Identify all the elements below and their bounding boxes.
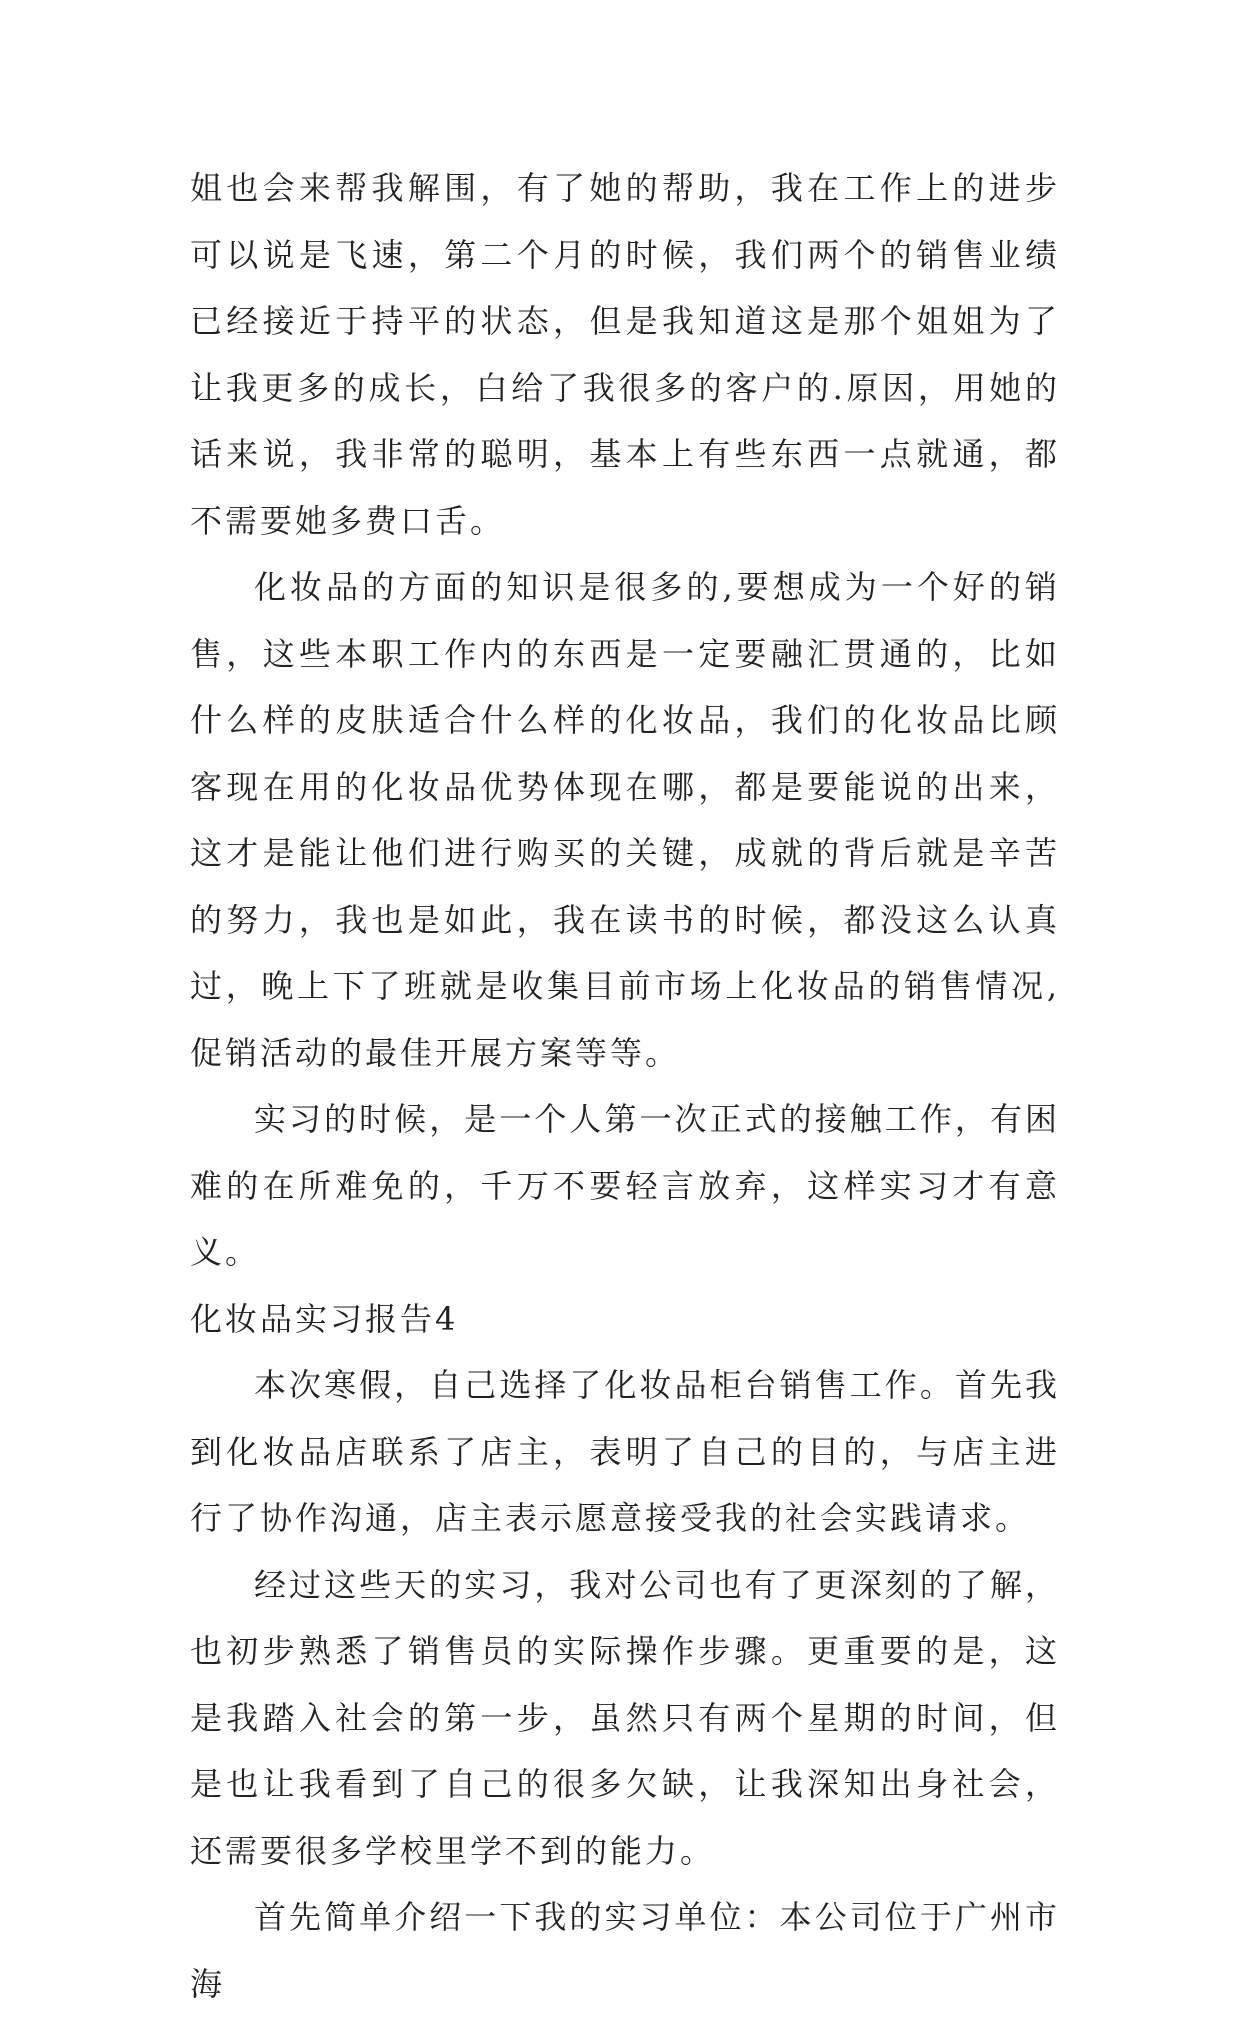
paragraph-winter-vacation: 本次寒假，自己选择了化妆品柜台销售工作。首先我到化妆品店联系了店主，表明了自己的目的，与店主进行了协作沟通，店主表示愿意接受我的社会实践请求。	[190, 1366, 1060, 1537]
document-body	[190, 155, 1060, 2017]
paragraph-company-intro: 首先简单介绍一下我的实习单位：本公司位于广州市海	[190, 1898, 1060, 2003]
paragraph-internship-meaning: 实习的时候，是一个人第一次正式的接触工作，有困难的在所难免的，千万不要轻言放弃，这样实习才有意义。	[190, 1100, 1060, 1271]
paragraph-continuation: 姐也会来帮我解围，有了她的帮助，我在工作上的进步可以说是飞速，第二个月的时候，我们两个的销售业绩已经接近于持平的状态，但是我知道这是那个姐姐为了让我更多的成长，白给了我很多的客户的.原因，用她的话来说，我非常的聪明，基本上有些东西一点就通，都不需要她多费口舌。	[190, 169, 1060, 540]
paragraph-experience: 经过这些天的实习，我对公司也有了更深刻的了解，也初步熟悉了销售员的实际操作步骤。更重要的是，这是我踏入社会的第一步，虽然只有两个星期的时间，但是也让我看到了自己的很多欠缺，让我深知出身社会，还需要很多学校里学不到的能力。	[190, 1565, 1060, 1870]
paragraph-cosmetics-knowledge: 化妆品的方面的知识是很多的,要想成为一个好的销售，这些本职工作内的东西是一定要融汇贯通的，比如什么样的皮肤适合什么样的化妆品，我们的化妆品比顾客现在用的化妆品优势体现在哪，都是要能说的出来，这才是能让他们进行购买的关键，成就的背后就是辛苦的努力，我也是如此，我在读书的时候，都没这么认真过，晚上下了班就是收集目前市场上化妆品的销售情况,促销活动的最佳开展方案等等。	[190, 568, 1060, 1072]
section-heading: 化妆品实习报告4	[190, 1299, 459, 1338]
